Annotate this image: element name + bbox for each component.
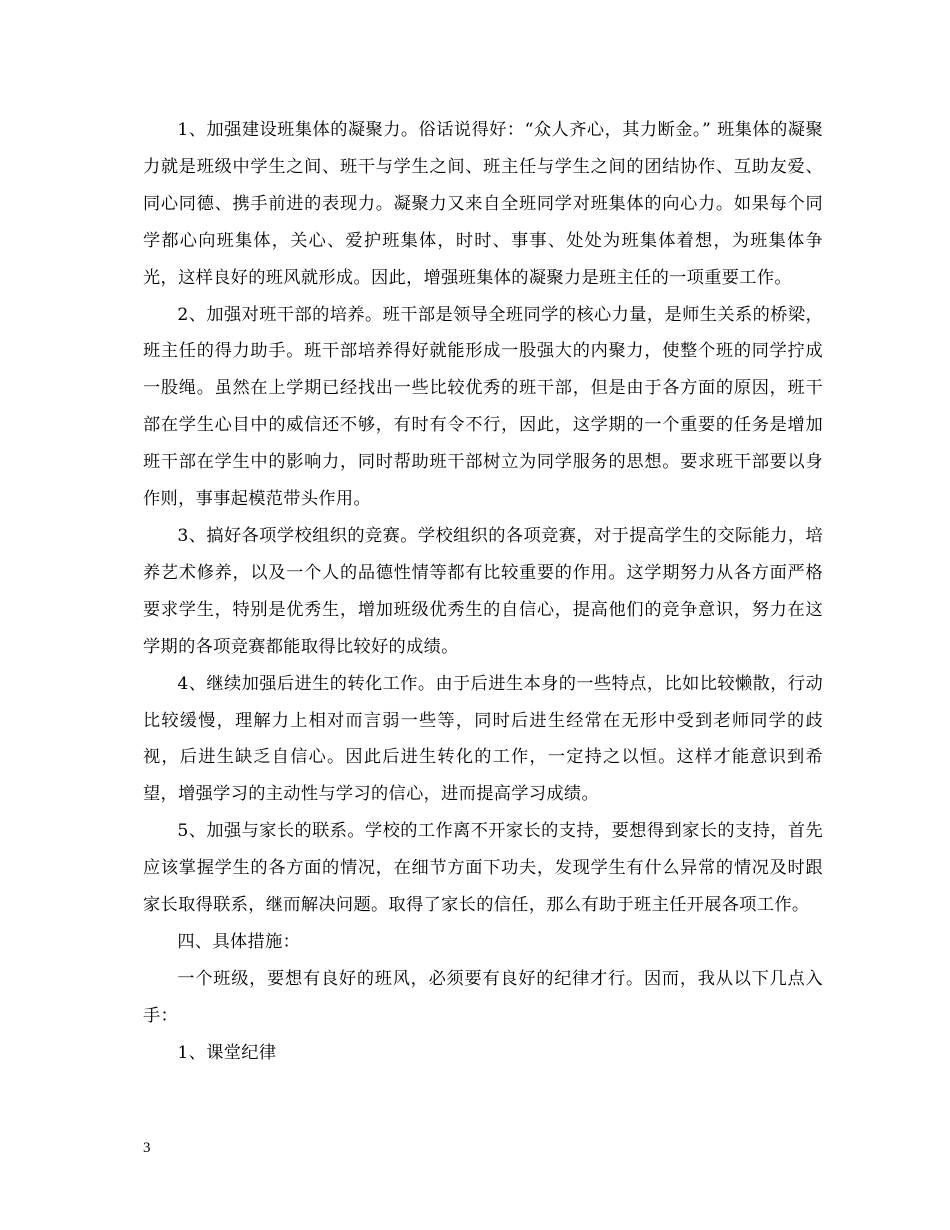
- paragraph-parent-contact: 5、加强与家长的联系。学校的工作离不开家长的支持，要想得到家长的支持，首先应该掌握学生的各方面的情况，在细节方面下功夫，发现学生有什么异常的情况及时跟家长取得联系，继而解决问题。取得了家长的信任，那么有助于班主任开展各项工作。: [143, 821, 823, 916]
- section-heading-measures: 四、具体措施：: [177, 931, 301, 952]
- subheading-classroom-discipline: 1、课堂纪律: [177, 1042, 277, 1063]
- document-body: [143, 112, 823, 1072]
- paragraph-underachievers: 4、继续加强后进生的转化工作。由于后进生本身的一些特点，比如比较懒散，行动比较缓慢，理解力上相对而言弱一些等，同时后进生经常在无形中受到老师同学的歧视，后进生缺乏自信心。因此后进生转化的工作，一定持之以恒。这样才能意识到希望，增强学习的主动性与学习的信心，进而提高学习成绩。: [143, 673, 823, 805]
- paragraph-class-cadres: 2、加强对班干部的培养。班干部是领导全班同学的核心力量，是师生关系的桥梁，班主任的得力助手。班干部培养得好就能形成一股强大的内聚力，使整个班的同学拧成一股绳。虽然在上学期已经找出一些比较优秀的班干部，但是由于各方面的原因，班干部在学生心目中的威信还不够，有时有令不行，因此，这学期的一个重要的任务是增加班干部在学生中的影响力，同时帮助班干部树立为同学服务的思想。要求班干部要以身作则，事事起模范带头作用。: [143, 304, 823, 510]
- paragraph-discipline-intro: 一个班级，要想有良好的班风，必须要有良好的纪律才行。因而，我从以下几点入手：: [143, 968, 823, 1026]
- paragraph-competitions: 3、搞好各项学校组织的竞赛。学校组织的各项竞赛，对于提高学生的交际能力，培养艺术修养，以及一个人的品德性情等都有比较重要的作用。这学期努力从各方面严格要求学生，特别是优秀生，增加班级优秀生的自信心，提高他们的竞争意识，努力在这学期的各项竞赛都能取得比较好的成绩。: [143, 525, 823, 657]
- page-number: 3: [143, 1140, 151, 1156]
- paragraph-cohesion: 1、加强建设班集体的凝聚力。俗话说得好：“众人齐心，其力断金。” 班集体的凝聚力就是班级中学生之间、班干与学生之间、班主任与学生之间的团结协作、互助友爱、同心同德、携手前进的表现力。凝聚力又来自全班同学对班集体的向心力。如果每个同学都心向班集体，关心、爱护班集体，时时、事事、处处为班集体着想，为班集体争光，这样良好的班风就形成。因此，增强班集体的凝聚力是班主任的一项重要工作。: [143, 120, 823, 288]
